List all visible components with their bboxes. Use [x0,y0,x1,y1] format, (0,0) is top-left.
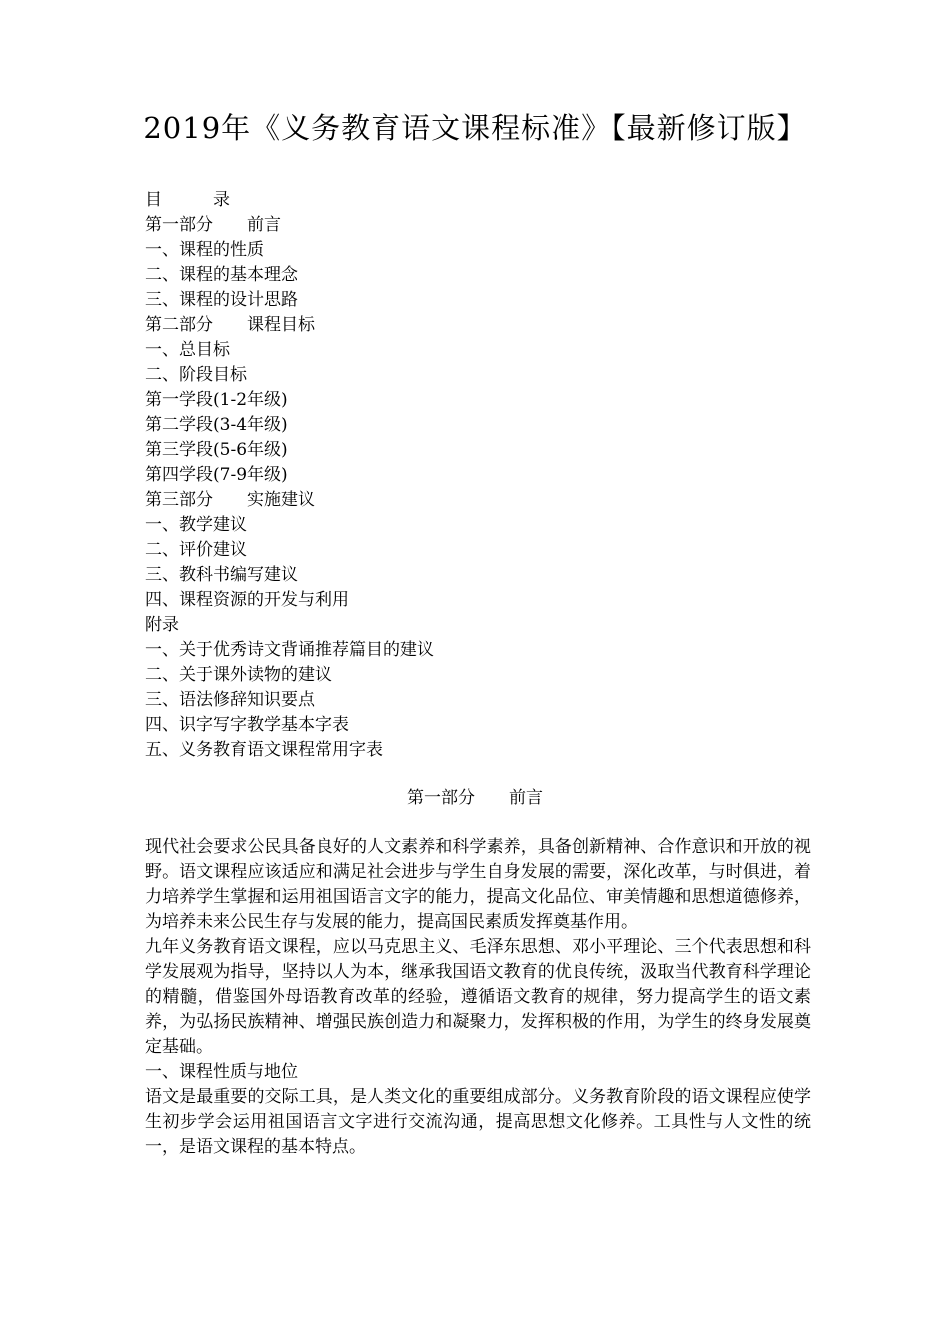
toc-heading: 目 录 [145,190,230,210]
toc-item: 二、评价建议 [145,540,247,560]
section-heading: 第一部分 前言 [407,788,543,808]
document-title: 2019年《义务教育语文课程标准》【最新修订版】 [143,111,807,145]
toc-item: 二、阶段目标 [145,365,247,385]
toc-item: 第一学段(1-2年级) [145,390,288,410]
toc-item: 五、义务教育语文课程常用字表 [145,740,383,760]
toc-item: 一、总目标 [145,340,230,360]
table-of-contents [145,188,805,763]
toc-item: 第一部分 前言 [145,215,281,235]
toc-item: 第三部分 实施建议 [145,490,315,510]
toc-item: 四、识字写字教学基本字表 [145,715,349,735]
toc-item: 附录 [145,615,179,635]
toc-item: 三、教科书编写建议 [145,565,298,585]
toc-item: 二、关于课外读物的建议 [145,665,332,685]
toc-item: 一、关于优秀诗文背诵推荐篇目的建议 [145,640,434,660]
toc-item: 第二部分 课程目标 [145,315,315,335]
toc-item: 一、教学建议 [145,515,247,535]
toc-item: 第三学段(5-6年级) [145,440,288,460]
paragraph: 九年义务教育语文课程，应以马克思主义、毛泽东思想、邓小平理论、三个代表思想和科学发展观为指导，坚持以人为本，继承我国语文教育的优良传统，汲取当代教育科学理论的精髓，借鉴国外母语教育改革的经验，遵循语文教育的规律，努力提高学生的语文素养，为弘扬民族精神、增强民族创造力和凝聚力，发挥积极的作用，为学生的终身发展奠定基础。 [145,937,811,1057]
toc-item: 三、语法修辞知识要点 [145,690,315,710]
toc-item: 一、课程的性质 [145,240,264,260]
toc-item: 四、课程资源的开发与利用 [145,590,349,610]
subsection-heading: 一、课程性质与地位 [145,1062,298,1082]
section-body [145,835,811,1160]
paragraph: 现代社会要求公民具备良好的人文素养和科学素养，具备创新精神、合作意识和开放的视野。语文课程应该适应和满足社会进步与学生自身发展的需要，深化改革，与时俱进，着力培养学生掌握和运用祖国语言文字的能力，提高文化品位、审美情趣和思想道德修养，为培养未来公民生存与发展的能力，提高国民素质发挥奠基作用。 [145,837,811,932]
toc-item: 二、课程的基本理念 [145,265,298,285]
toc-item: 三、课程的设计思路 [145,290,298,310]
paragraph: 语文是最重要的交际工具，是人类文化的重要组成部分。义务教育阶段的语文课程应使学生初步学会运用祖国语言文字进行交流沟通，提高思想文化修养。工具性与人文性的统一，是语文课程的基本特点。 [145,1087,811,1157]
toc-item: 第四学段(7-9年级) [145,465,288,485]
toc-item: 第二学段(3-4年级) [145,415,288,435]
